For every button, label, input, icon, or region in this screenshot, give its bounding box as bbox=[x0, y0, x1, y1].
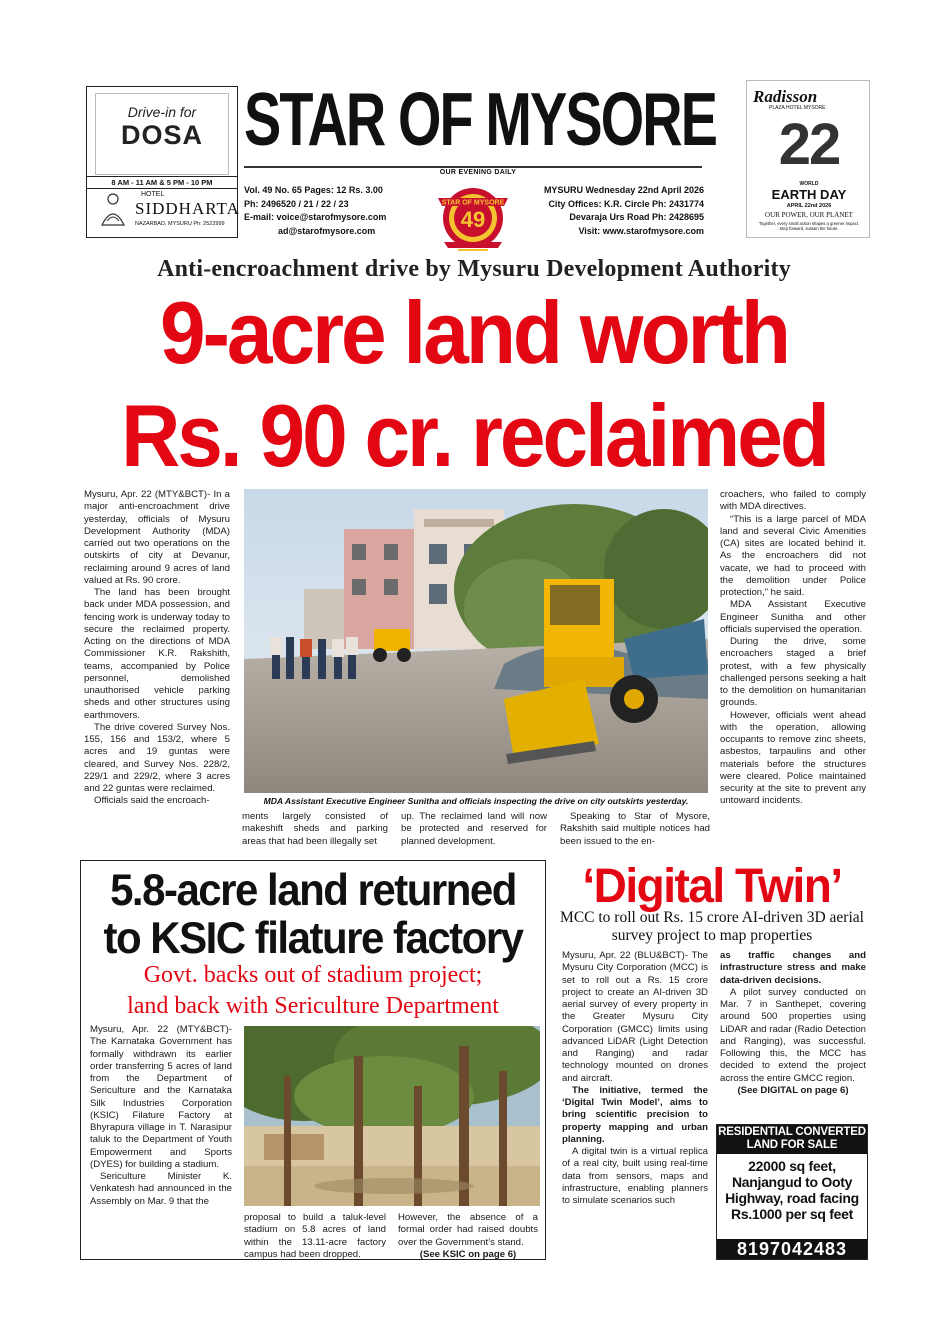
lead-paragraph: During the drive, some encroachers staged a brief protest, with a few physically challenged persons seeking a halt to the demolition on humanitarian grounds. bbox=[720, 636, 866, 709]
land-sale-advertisement bbox=[716, 1124, 868, 1260]
dosa-ad-line2: DOSA bbox=[120, 120, 203, 150]
anniversary-emblem-icon bbox=[428, 176, 518, 256]
website-line[interactable]: Visit: www.starofmysore.com bbox=[578, 225, 704, 236]
earth-day-world: WORLD bbox=[799, 181, 819, 187]
lead-paragraph: ments largely consisted of makeshift sheds and parking areas that had been illegally set bbox=[242, 811, 388, 847]
masthead-tagline: OUR EVENING DAILY bbox=[439, 169, 517, 176]
lead-column-4 bbox=[560, 811, 710, 848]
digital-jump-link[interactable]: (See DIGITAL on page 6) bbox=[737, 1084, 849, 1096]
devaraja-line: Devaraja Urs Road Ph: 2428695 bbox=[569, 212, 704, 222]
lead-paragraph: MDA Assistant Executive Engineer Sunitha and other officials supervised the operation. bbox=[720, 599, 866, 635]
earth-day-note: Together, every small action shapes a greener impact. Step forward, sustain the future. bbox=[758, 221, 860, 231]
emblem-number: 49 bbox=[460, 207, 486, 232]
hotel-logo-icon bbox=[99, 191, 127, 227]
ksic-column-3 bbox=[398, 1212, 538, 1261]
digital-column-2 bbox=[720, 950, 866, 1097]
earth-day-slogan: OUR POWER, OUR PLANET bbox=[765, 211, 853, 219]
dosa-advertisement bbox=[86, 86, 238, 238]
lead-paragraph: up. The reclaimed land will now be protected and reserved for planned development. bbox=[401, 811, 547, 847]
ksic-headline-line2: to KSIC filature factory bbox=[103, 912, 523, 963]
emblem-label: STAR OF MYSORE bbox=[441, 199, 505, 207]
ksic-headline-line1: 5.8-acre land returned bbox=[110, 864, 516, 915]
lead-paragraph: The drive covered Survey Nos. 155, 156 and 153/2, where 5 acres and 19 guntas were cleared, and Survey Nos. 228/2, 229/1 and 229/2, where 3 acres and 22 guntas were reclaimed. bbox=[84, 721, 230, 794]
lead-paragraph: Officials said the encroach- bbox=[94, 795, 210, 807]
lead-paragraph: The land has been brought back under MDA possession, and fencing work is underway today to secure the reclaimed property. Acting on the directions of MDA Commissioner K.R. Rakshith, teams, accompanied by Police personnel, demolished unauthorised vehicle parking sheds and other structures using earthmovers. bbox=[84, 587, 230, 721]
ksic-paragraph: However, the absence of a formal order had raised doubts over the Government’s stand. bbox=[398, 1212, 538, 1248]
earth-day-number: 22 bbox=[778, 112, 840, 177]
digital-twin-headline: ‘Digital Twin’ bbox=[582, 857, 842, 913]
lead-paragraph: Speaking to Star of Mysore, Rakshith said multiple notices had been issued to the en- bbox=[560, 811, 710, 847]
ksic-paragraph: proposal to build a taluk-level stadium on 5.8 acres of land within the 13.11-acre factory campus had been dropped. bbox=[244, 1212, 386, 1260]
masthead-rule bbox=[244, 166, 702, 168]
lead-photo-caption: MDA Assistant Executive Engineer Sunitha and officials inspecting the drive on city outskirts yesterday. bbox=[263, 796, 689, 806]
demolition-photo bbox=[244, 489, 708, 793]
email-ad-line[interactable]: ad@starofmysore.com bbox=[278, 225, 376, 236]
dosa-ad-hours: 8 AM - 11 AM & 5 PM - 10 PM bbox=[87, 176, 237, 189]
ksic-column-2 bbox=[244, 1212, 386, 1261]
digital-twin-subhead: MCC to roll out Rs. 15 crore AI-driven 3D aerial survey project to map properties bbox=[560, 909, 864, 944]
newspaper-title: STAR OF MYSORE bbox=[244, 77, 717, 161]
hotel-address: NAZARBAD, MYSURU Ph: 2522999 bbox=[135, 221, 225, 227]
volume-line: Vol. 49 No. 65 Pages: 12 Rs. 3.00 bbox=[244, 185, 383, 195]
land-ad-line2: Nanjangud to Ooty bbox=[731, 1174, 853, 1190]
lead-headline-line2: Rs. 90 cr. reclaimed bbox=[121, 387, 827, 486]
masthead-info-right bbox=[520, 184, 704, 238]
ksic-paragraph: Sericulture Minister K. Venkatesh had announced in the Assembly on Mar. 9 that the bbox=[90, 1171, 232, 1207]
digital-paragraph-bold: as traffic changes and infrastructure stress and make data-driven decisions. bbox=[720, 950, 866, 986]
digital-paragraph-bold: The initiative, termed the ‘Digital Twin Model’, aims to bring scientific precision to property mapping and urban planning. bbox=[562, 1084, 708, 1145]
ksic-jump-link[interactable]: (See KSIC on page 6) bbox=[419, 1248, 517, 1260]
lead-column-1 bbox=[84, 489, 230, 808]
radisson-brand-sub: PLAZA HOTEL MYSORE bbox=[769, 105, 826, 111]
land-ad-header: RESIDENTIAL CONVERTED LAND FOR SALE bbox=[717, 1125, 867, 1154]
lead-paragraph: croachers, who failed to comply with MDA directives. bbox=[720, 489, 866, 513]
digital-paragraph: A pilot survey conducted on Mar. 7 in Santhepet, covering around 500 properties using LiDAR and radar (Radio Detection and Ranging), was successful. Following this, the MCC has decided to extend the project across the entire GMCC region. bbox=[720, 986, 866, 1084]
lead-headline-line1: 9-acre land worth bbox=[160, 284, 788, 383]
digital-paragraph: A digital twin is a virtual replica of a real city, built using real-time data from sensors, maps and infrastructure, enabling planners to simulate scenarios such bbox=[562, 1146, 708, 1206]
filature-factory-photo bbox=[244, 1026, 540, 1206]
lead-paragraph: However, officials went ahead with the operation, allowing occupants to remove zinc sheets, asbestos, tarpaulins and other materials before the structures were cleared. Police maintained security at the site to prevent any untoward incidents. bbox=[720, 709, 866, 807]
ksic-subhead-line1: Govt. backs out of stadium project; bbox=[143, 962, 483, 988]
masthead-info-left bbox=[244, 184, 429, 238]
land-ad-line3: Highway, road facing bbox=[725, 1190, 859, 1206]
earth-day-title: EARTH DAY bbox=[771, 187, 847, 202]
lead-column-5 bbox=[720, 489, 866, 808]
ksic-subhead-line2: land back with Sericulture Department bbox=[127, 993, 499, 1019]
earth-day-advertisement bbox=[746, 80, 870, 238]
hotel-small-label: HOTEL bbox=[141, 191, 165, 198]
factory-trees-illustration bbox=[244, 1026, 540, 1206]
land-ad-line1: 22000 sq feet, bbox=[748, 1158, 836, 1174]
date-line: MYSURU Wednesday 22nd April 2026 bbox=[543, 185, 704, 195]
dosa-ad-banner bbox=[95, 93, 229, 175]
digital-column-1 bbox=[562, 950, 708, 1207]
email-line[interactable]: E-mail: voice@starofmysore.com bbox=[244, 212, 387, 222]
ksic-column-1 bbox=[90, 1024, 232, 1208]
dosa-ad-line1: Drive-in for bbox=[127, 104, 197, 120]
ksic-paragraph: Mysuru, Apr. 22 (MTY&BCT)- The Karnataka Government has formally withdrawn its earlier order transferring 5 acres of land from the Department of Sericulture and the Karnataka Silk Industries Corporation (KSIC) Filature Factory at Bhyrapura village in T. Narasipur taluk to the Department of Youth Empowerment and Sports (DYES) for building a stadium. bbox=[90, 1024, 232, 1170]
lead-kicker: Anti-encroachment drive by Mysuru Development Authority bbox=[157, 256, 791, 282]
phone-line: Ph: 2496520 / 21 / 22 / 23 bbox=[244, 198, 349, 209]
lead-paragraph: “This is a large parcel of MDA land and several Civic Amenities (CA) sites are located behind it. As the encroachers did not vacate, we had to proceed with the demolition under Police protection,” he said. bbox=[720, 513, 866, 598]
digital-paragraph: Mysuru, Apr. 22 (BLU&BCT)- The Mysuru City Corporation (MCC) is set to roll out a Rs. 15 crore project to create an AI-driven 3D aerial survey of every property in the Greater Mysuru City Corporation (GMCC) limits using advanced LiDAR (Light Detection and Ranging) and radar technology mounted on drones and aircraft. bbox=[562, 950, 708, 1084]
demolition-photo-illustration bbox=[244, 489, 708, 793]
earth-day-date: APRIL 22nd 2026 bbox=[786, 203, 832, 209]
lead-column-2 bbox=[242, 811, 388, 848]
lead-paragraph: Mysuru, Apr. 22 (MTY&BCT)- In a major anti-encroachment drive yesterday, officials of Mysuru Development Authority (MDA) carried out two operations on the outskirts of city at Devanur, reclaiming around 9 acres of land valued at Rs. 90 crore. bbox=[84, 489, 230, 586]
city-offices-line: City Offices: K.R. Circle Ph: 2431774 bbox=[548, 198, 704, 209]
hotel-name: SIDDHARTA bbox=[135, 199, 240, 218]
lead-column-3 bbox=[401, 811, 547, 848]
radisson-brand: Radisson bbox=[753, 87, 818, 106]
land-ad-line4: Rs.1000 per sq feet bbox=[731, 1206, 853, 1222]
land-ad-phone[interactable]: 8197042483 bbox=[717, 1239, 867, 1259]
